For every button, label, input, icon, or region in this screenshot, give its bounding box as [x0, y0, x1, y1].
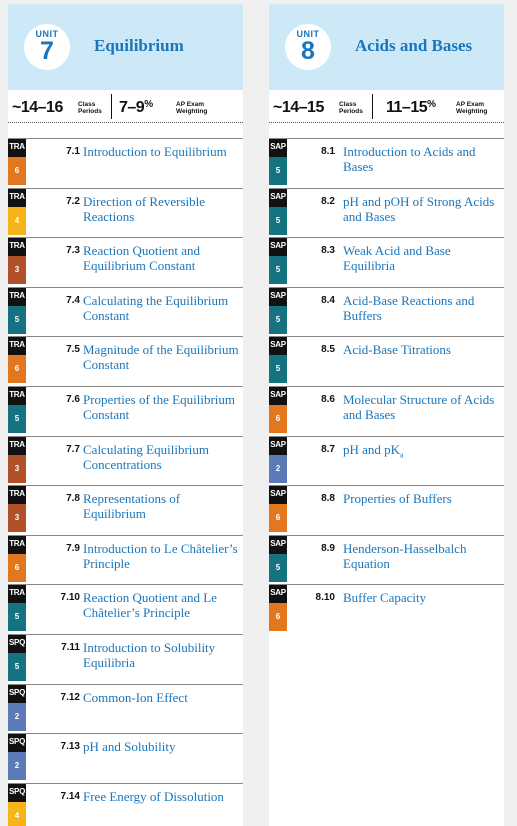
topic-number: 8.6: [321, 394, 335, 405]
exam-weighting-value: 7–9%: [119, 99, 153, 116]
topic-row: [269, 188, 504, 234]
practice-tag: [269, 387, 287, 433]
topic-row: [8, 138, 243, 184]
topic-title[interactable]: [83, 541, 239, 571]
topic-title[interactable]: [343, 293, 500, 323]
topic-number: 7.5: [66, 344, 80, 356]
topic-title-text: Acid-Base Reactions and Buffers: [343, 292, 475, 323]
topic-title[interactable]: [343, 342, 500, 357]
practice-number: 6: [269, 405, 287, 433]
topic-number: 8.7: [321, 443, 335, 455]
class-periods-value: ~14–15: [273, 99, 324, 116]
practice-number: 5: [8, 306, 26, 334]
topic-title-text: Reaction Quotient and Equilibrium Constant: [83, 243, 200, 274]
topic-title[interactable]: [343, 194, 500, 224]
unit-header: [8, 4, 243, 90]
topic-number: 7.4: [66, 294, 80, 306]
practice-code: TRA: [8, 189, 26, 207]
topic-title-text: Reaction Quotient and Le Châtelier’s Principle: [83, 590, 217, 621]
topic-title[interactable]: [83, 243, 239, 273]
topic-row: [8, 684, 243, 730]
stat-divider: [111, 94, 112, 119]
practice-code: SAP: [269, 337, 287, 355]
topic-row: [8, 783, 243, 826]
practice-number: 6: [8, 355, 26, 383]
practice-tag: [8, 536, 26, 582]
topic-number: 7.12: [60, 691, 80, 703]
topic-row: [8, 336, 243, 382]
exam-weighting-label: AP Exam Weighting: [456, 101, 488, 115]
topic-number: 8.9: [321, 542, 335, 554]
practice-tag: [269, 486, 287, 532]
topic-title-text: Buffer Capacity: [343, 590, 427, 606]
topic-title[interactable]: [343, 442, 500, 463]
topic-number: 8.8: [321, 493, 335, 505]
practice-tag: [269, 337, 287, 383]
practice-code: SAP: [269, 387, 287, 405]
topic-title-text: Properties of the Equilibrium Constant: [83, 392, 236, 422]
practice-code: SAP: [269, 238, 287, 256]
practice-code: TRA: [8, 585, 26, 603]
topic-title-text: Representations of Equilibrium: [83, 491, 181, 522]
topic-number: 7.13: [60, 741, 80, 753]
topic-number: 7.8: [66, 493, 80, 505]
topic-title-text: Direction of Reversible Reactions: [83, 193, 206, 224]
practice-code: TRA: [8, 486, 26, 504]
practice-code: TRA: [8, 288, 26, 306]
topic-title-subscript: a: [400, 450, 404, 460]
unit-title: Acids and Bases: [355, 36, 473, 55]
topic-title[interactable]: [83, 590, 239, 620]
topic-title-text: Molecular Structure of Acids and Bases: [343, 392, 495, 422]
topic-title-text: pH and Solubility: [83, 739, 176, 755]
practice-number: 6: [8, 157, 26, 185]
practice-number: 5: [269, 256, 287, 284]
topic-title[interactable]: [83, 342, 239, 372]
practice-number: 3: [8, 455, 26, 483]
unit-header: [269, 4, 504, 90]
topic-title-text: Acid-Base Titrations: [343, 342, 451, 358]
exam-weighting-value: 11–15%: [386, 99, 436, 116]
practice-code: SPQ: [8, 734, 26, 752]
practice-code: SAP: [269, 288, 287, 306]
practice-tag: [8, 437, 26, 483]
topic-number: 7.6: [66, 394, 80, 405]
practice-code: TRA: [8, 337, 26, 355]
practice-number: 3: [8, 504, 26, 532]
practice-tag: [8, 734, 26, 780]
class-periods-value: ~14–16: [12, 99, 63, 116]
practice-code: TRA: [8, 536, 26, 554]
topic-row: [8, 584, 243, 630]
topic-number: 7.7: [66, 443, 80, 455]
topic-row: [269, 138, 504, 184]
topic-row: [8, 436, 243, 482]
topic-number: 8.5: [321, 344, 335, 356]
practice-number: 4: [8, 802, 26, 826]
unit-number: 7: [40, 37, 54, 65]
practice-code: SAP: [269, 189, 287, 207]
practice-number: 5: [269, 207, 287, 235]
practice-number: 4: [8, 207, 26, 235]
topic-row: [269, 237, 504, 283]
practice-number: 5: [8, 653, 26, 681]
topic-title-text: Introduction to Acids and Bases: [343, 144, 476, 174]
practice-number: 6: [8, 554, 26, 582]
topic-title-text: Weak Acid and Base Equilibria: [343, 243, 451, 274]
topic-number: 8.3: [321, 245, 335, 257]
topic-title[interactable]: [343, 491, 500, 506]
practice-number: 2: [269, 455, 287, 483]
unit-badge: [24, 24, 70, 70]
topic-row: [8, 535, 243, 581]
unit-8-panel: [269, 4, 504, 826]
practice-code: SAP: [269, 437, 287, 455]
unit-badge: [285, 24, 331, 70]
practice-tag: [269, 536, 287, 582]
topic-title[interactable]: [343, 392, 500, 422]
practice-tag: [8, 337, 26, 383]
topic-title[interactable]: [343, 541, 500, 571]
topic-title-text: pH and pOH of Strong Acids and Bases: [343, 193, 495, 224]
practice-number: 2: [8, 752, 26, 780]
unit-title: Equilibrium: [94, 36, 184, 55]
topic-row: [8, 188, 243, 234]
topic-title[interactable]: [343, 144, 500, 174]
topic-title[interactable]: [83, 690, 239, 705]
topic-row: [269, 386, 504, 432]
practice-tag: [269, 189, 287, 235]
practice-tag: [8, 387, 26, 433]
topic-number: 8.2: [321, 195, 335, 207]
class-periods-label: Class Periods: [339, 101, 363, 115]
practice-code: TRA: [8, 139, 26, 157]
practice-tag: [8, 139, 26, 185]
topic-number: 8.4: [321, 294, 335, 306]
topic-title-text: Properties of Buffers: [343, 491, 452, 507]
practice-code: SPQ: [8, 635, 26, 653]
practice-tag: [269, 288, 287, 334]
practice-code: TRA: [8, 437, 26, 455]
topic-title[interactable]: [83, 640, 239, 670]
topic-title[interactable]: [83, 789, 239, 804]
topic-row: [269, 336, 504, 382]
practice-number: 2: [8, 703, 26, 731]
topic-title-text: Introduction to Equilibrium: [83, 144, 227, 159]
practice-tag: [269, 238, 287, 284]
topic-title[interactable]: [343, 590, 500, 605]
practice-tag: [8, 784, 26, 826]
practice-code: SPQ: [8, 784, 26, 802]
practice-number: 3: [8, 256, 26, 284]
topic-title-text: Calculating Equilibrium Concentrations: [83, 441, 210, 472]
topic-title-text: Common-Ion Effect: [83, 689, 188, 705]
practice-code: TRA: [8, 238, 26, 256]
topic-title[interactable]: [343, 243, 500, 273]
practice-code: SAP: [269, 536, 287, 554]
practice-tag: [8, 189, 26, 235]
practice-code: SAP: [269, 486, 287, 504]
practice-tag: [269, 585, 287, 631]
topic-row: [269, 485, 504, 531]
topic-title-text: Introduction to Le Châtelier’s Principle: [83, 540, 238, 571]
exam-weighting-label: AP Exam Weighting: [176, 101, 208, 115]
topic-row: [8, 287, 243, 333]
practice-tag: [269, 139, 287, 185]
practice-tag: [8, 635, 26, 681]
practice-number: 6: [269, 603, 287, 631]
unit-label: UNIT: [35, 29, 59, 39]
topic-title-text: Introduction to Solubility Equilibria: [83, 640, 216, 670]
practice-tag: [269, 437, 287, 483]
topic-row: [8, 485, 243, 531]
topic-number: 7.1: [66, 146, 80, 157]
topic-title-text: pH and pK: [343, 441, 401, 457]
practice-number: 5: [269, 306, 287, 334]
practice-tag: [8, 288, 26, 334]
unit-number: 8: [301, 37, 315, 65]
topic-row: [8, 386, 243, 432]
topic-row: [269, 436, 504, 482]
practice-code: SAP: [269, 585, 287, 603]
topic-row: [8, 733, 243, 779]
topic-number: 8.1: [321, 146, 335, 157]
topic-title[interactable]: [83, 144, 239, 159]
topic-number: 7.10: [60, 592, 80, 604]
topic-title[interactable]: [83, 739, 239, 754]
topic-title-text: Calculating the Equilibrium Constant: [83, 292, 229, 323]
topic-number: 7.9: [66, 542, 80, 554]
practice-tag: [8, 486, 26, 532]
topic-number: 7.11: [61, 642, 80, 653]
topic-title-text: Henderson-Hasselbalch Equation: [343, 540, 467, 571]
topic-title[interactable]: [83, 392, 239, 422]
practice-number: 5: [269, 554, 287, 582]
topic-row: [8, 237, 243, 283]
topic-title-text: Free Energy of Dissolution: [83, 788, 224, 804]
topic-number: 7.3: [66, 245, 80, 257]
practice-tag: [8, 238, 26, 284]
topic-number: 8.10: [315, 592, 335, 604]
topic-number: 7.2: [66, 195, 80, 207]
topic-row: [269, 584, 504, 630]
unit-label: UNIT: [296, 29, 320, 39]
practice-code: SPQ: [8, 685, 26, 703]
topic-title[interactable]: [83, 442, 239, 472]
practice-number: 5: [8, 603, 26, 631]
practice-code: SAP: [269, 139, 287, 157]
unit-stats: [269, 90, 504, 123]
topic-title[interactable]: [83, 491, 239, 521]
topic-row: [8, 634, 243, 680]
practice-tag: [8, 685, 26, 731]
practice-number: 5: [8, 405, 26, 433]
practice-number: 6: [269, 504, 287, 532]
unit-stats: [8, 90, 243, 123]
practice-number: 5: [269, 157, 287, 185]
class-periods-label: Class Periods: [78, 101, 102, 115]
stat-divider: [372, 94, 373, 119]
topic-title[interactable]: [83, 293, 239, 323]
topic-title-text: Magnitude of the Equilibrium Constant: [83, 342, 239, 373]
practice-tag: [8, 585, 26, 631]
unit-7-panel: [8, 4, 243, 826]
practice-number: 5: [269, 355, 287, 383]
topic-row: [269, 287, 504, 333]
topic-number: 7.14: [60, 790, 80, 802]
practice-code: TRA: [8, 387, 26, 405]
topic-row: [269, 535, 504, 581]
topic-title[interactable]: [83, 194, 239, 224]
